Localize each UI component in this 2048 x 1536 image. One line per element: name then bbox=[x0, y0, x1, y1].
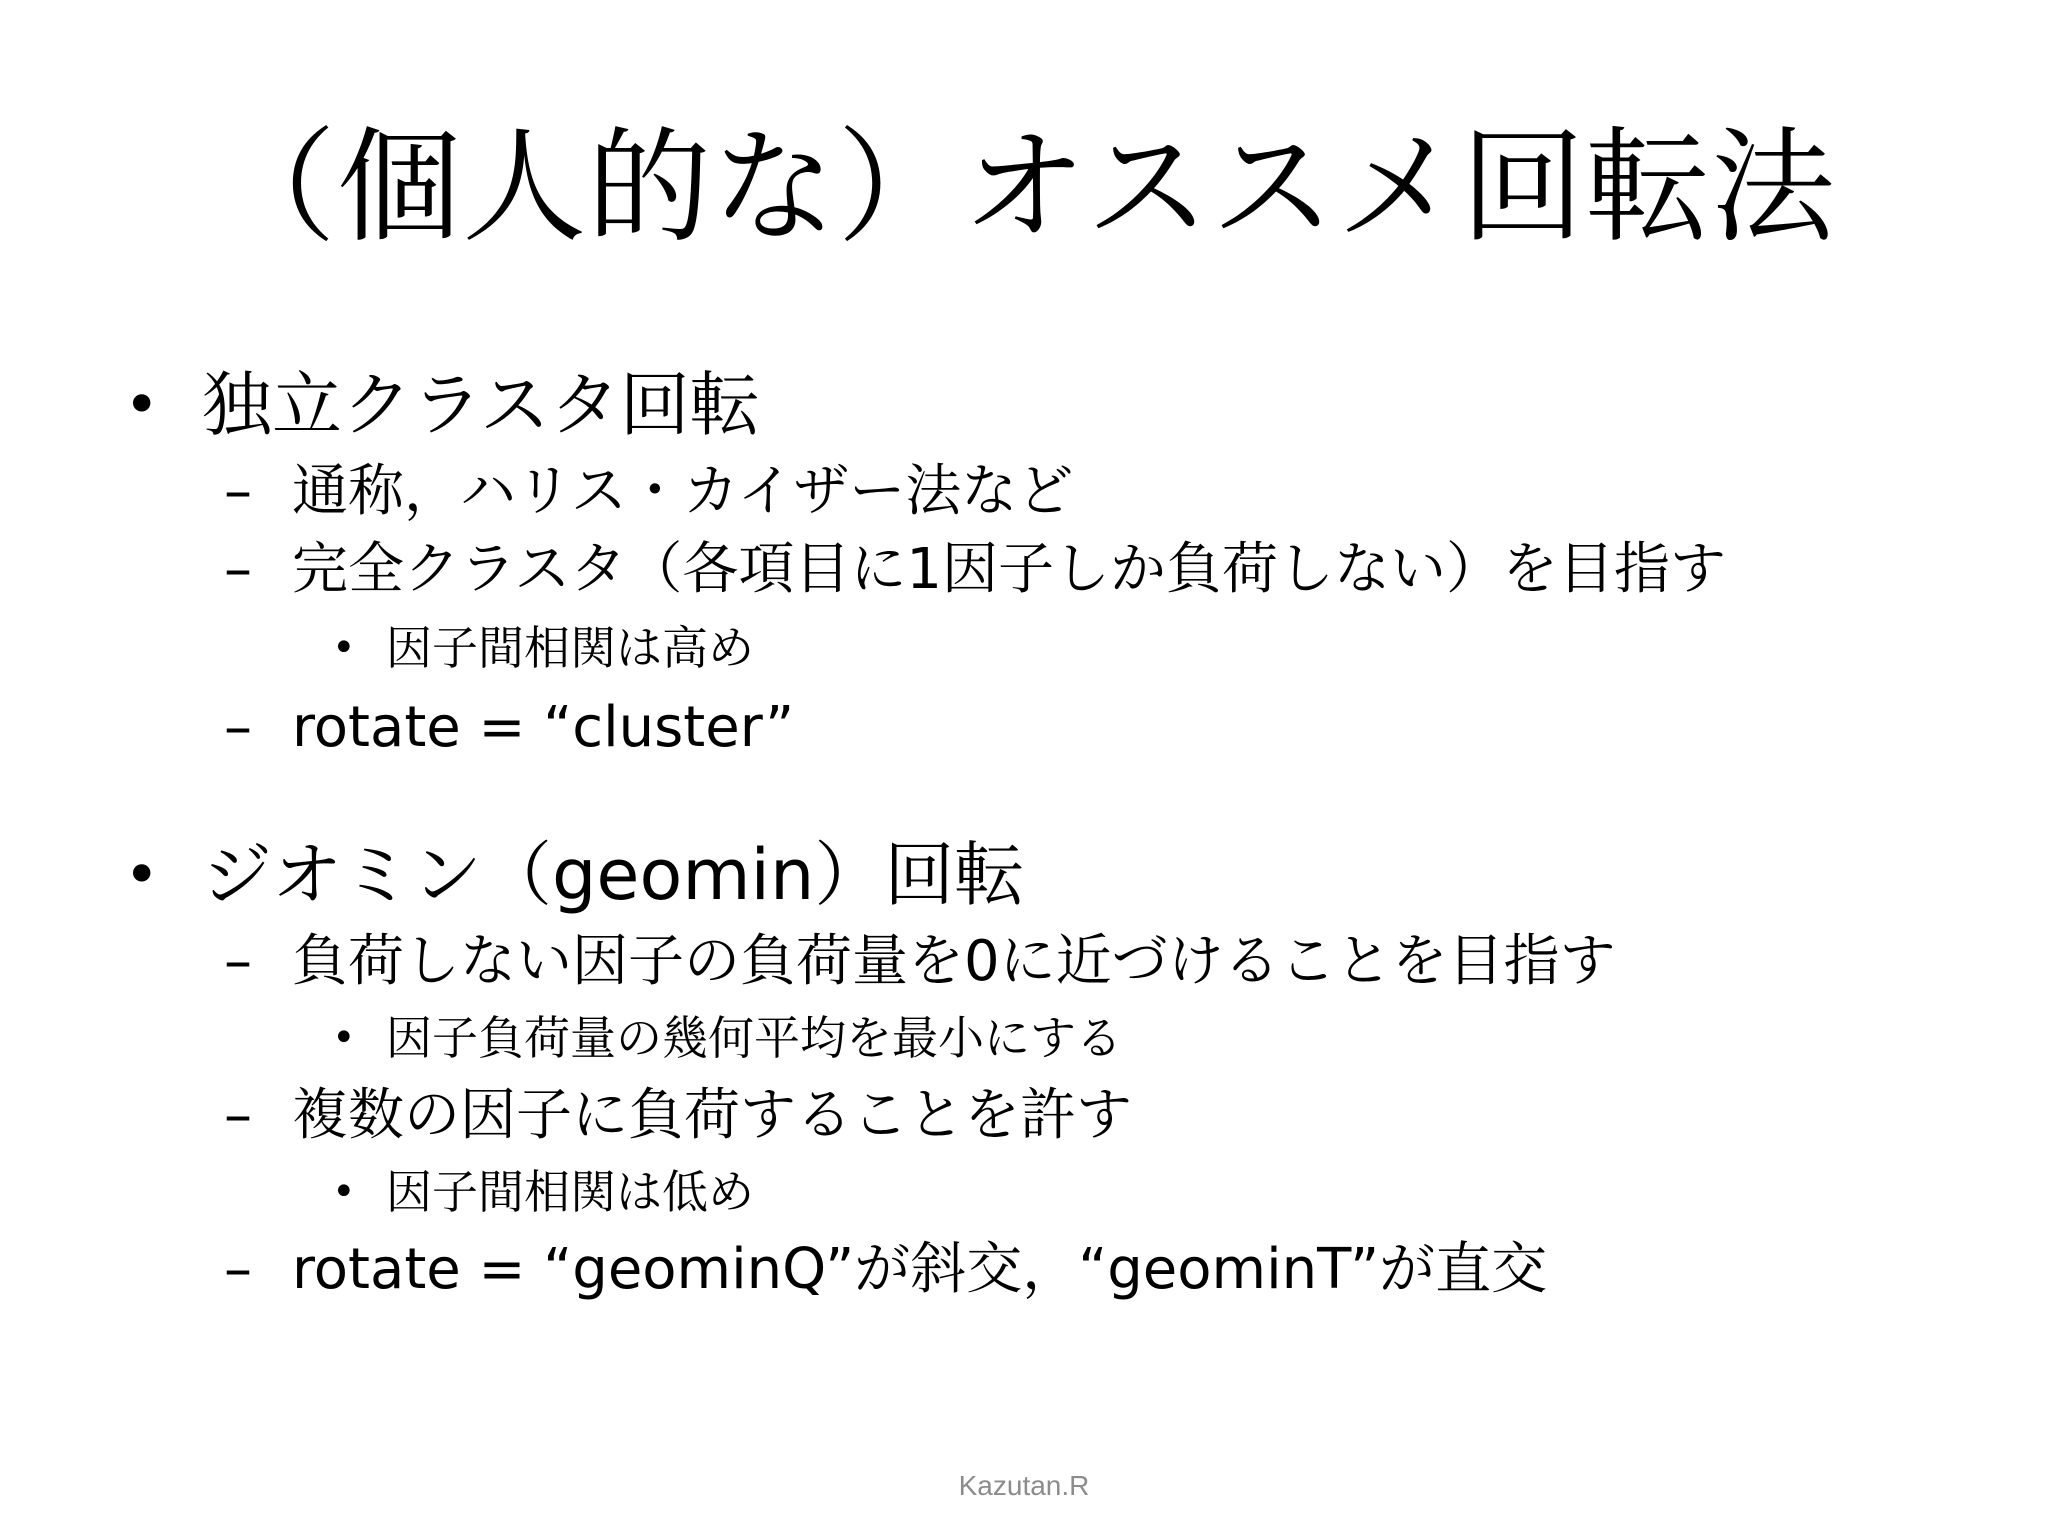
dash-icon: – bbox=[224, 695, 252, 760]
section-heading: 独立クラスタ回転 bbox=[202, 364, 760, 446]
bullet-icon: • bbox=[332, 1169, 356, 1215]
dash-icon: – bbox=[224, 929, 252, 994]
dash-icon: – bbox=[224, 459, 252, 524]
list-item: rotate = “geominQ”が斜交，“geominT”が直交 bbox=[292, 1237, 1548, 1302]
list-subitem: 因子間相関は低め bbox=[386, 1165, 754, 1219]
list-item: rotate = “cluster” bbox=[292, 695, 795, 760]
footer-credit: Kazutan.R bbox=[958, 1470, 1090, 1501]
list-item: 複数の因子に負荷することを許す bbox=[292, 1083, 1132, 1148]
list-subitem: 因子間相関は高め bbox=[386, 621, 754, 675]
bullet-icon: • bbox=[124, 840, 160, 910]
bullet-icon: • bbox=[124, 370, 160, 440]
bullet-icon: • bbox=[332, 1015, 356, 1061]
list-subitem: 因子負荷量の幾何平均を最小にする bbox=[386, 1011, 1122, 1065]
list-item: 完全クラスタ（各項目に1因子しか負荷しない）を目指す bbox=[292, 537, 1726, 602]
dash-icon: – bbox=[224, 1083, 252, 1148]
dash-icon: – bbox=[224, 1237, 252, 1302]
list-item: 負荷しない因子の負荷量を0に近づけることを目指す bbox=[292, 929, 1616, 994]
slide-title: （個人的な）オススメ回転法 bbox=[212, 116, 1836, 260]
dash-icon: – bbox=[224, 537, 252, 602]
list-item: 通称，ハリス・カイザー法など bbox=[292, 459, 1074, 524]
bullet-icon: • bbox=[332, 625, 356, 671]
section-heading: ジオミン（geomin）回転 bbox=[202, 834, 1025, 916]
